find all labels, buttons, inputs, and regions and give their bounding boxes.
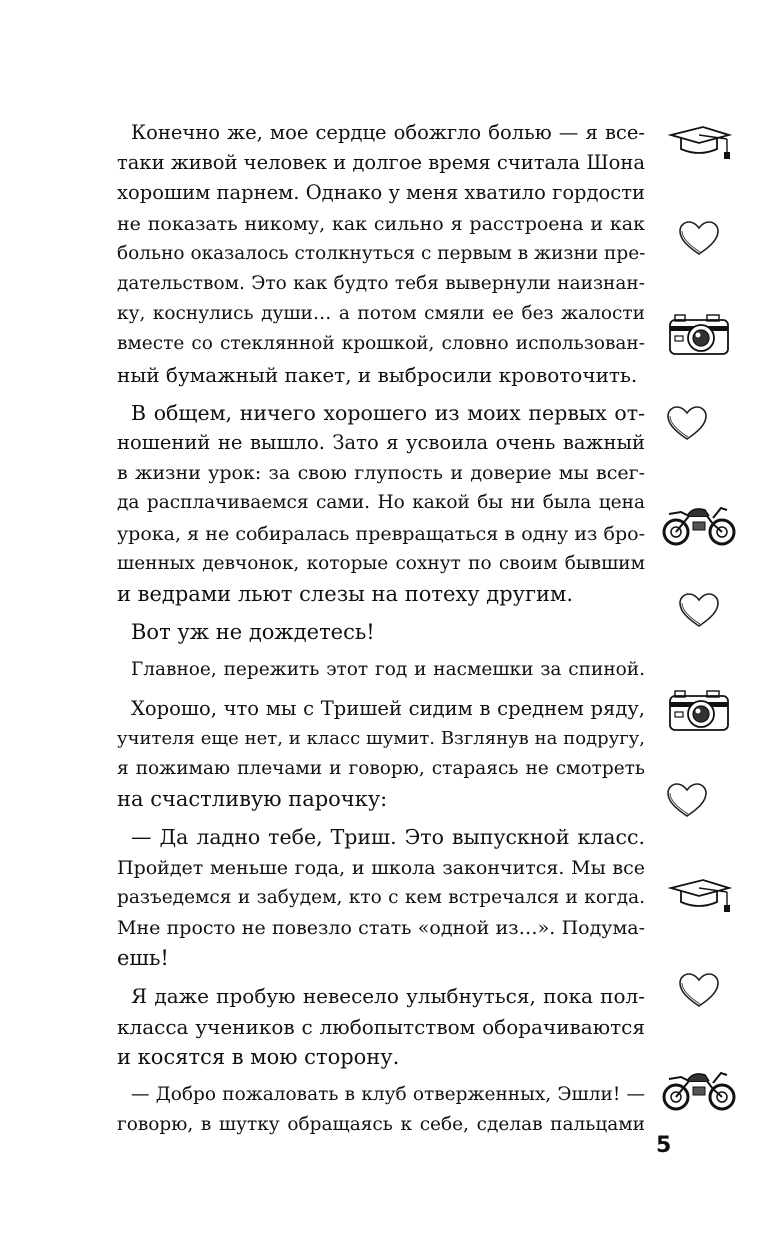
text-line: — Добро пожаловать в клуб отверженных, Эшли! —: [131, 1084, 645, 1106]
margin-decorations: [655, 0, 745, 1240]
paragraph-1: [117, 118, 645, 390]
camera-icon: [667, 310, 731, 358]
text-line: на счастливую парочку:: [117, 787, 388, 812]
text-line: разъедемся и забудем, кто с кем встречался и когда.: [117, 886, 645, 908]
text-line: ешь!: [117, 946, 169, 971]
text-line: Главное, пережить этот год и насмешки за спиной.: [131, 659, 645, 681]
text-line: ношений не вышло. Зато я усвоила очень важный: [117, 431, 645, 455]
paragraph-3: [117, 617, 645, 647]
paragraph-2: [117, 398, 645, 609]
text-line: класса учеников с любопытством оборачиваются: [117, 1014, 645, 1039]
text-line: шенных девчонок, которые сохнут по своим бывшим: [117, 552, 645, 574]
graduation-cap-icon: [667, 878, 733, 914]
text-line: учителя еще нет, и класс шумит. Взглянув на подругу,: [117, 727, 645, 749]
text-line: говорю, в шутку обращаясь к себе, сделав пальцами: [117, 1114, 645, 1136]
text-line: хорошим парнем. Однако у меня хватило гордости: [117, 181, 645, 205]
text-line: Я даже пробую невесело улыбнуться, пока пол-: [131, 984, 645, 1009]
text-line: дательством. Это как будто тебя вывернули наизнан-: [117, 273, 645, 295]
heart-icon: [665, 405, 709, 443]
text-line: Мне просто не повезло стать «одной из…». Подума-: [117, 917, 645, 940]
graduation-cap-icon: [667, 125, 733, 161]
camera-icon: [667, 686, 731, 734]
text-line: Вот уж не дождетесь!: [131, 620, 375, 645]
heart-icon: [677, 220, 721, 258]
motorcycle-icon: [661, 498, 737, 548]
paragraph-4: [117, 655, 645, 685]
motorcycle-icon: [661, 1063, 737, 1113]
page-number: 5: [656, 1133, 672, 1158]
text-line: Хорошо, что мы с Тришей сидим в среднем ряду,: [131, 696, 645, 720]
text-line: — Да ладно тебе, Триш. Это выпускной класс.: [131, 825, 645, 850]
text-line: ный бумажный пакет, и выбросили кровоточить.: [117, 362, 638, 387]
text-line: не показать никому, как сильно я расстроена и как: [117, 212, 645, 235]
paragraph-5: [117, 694, 645, 815]
text-line: и косятся в мою сторону.: [117, 1044, 400, 1069]
text-line: Конечно же, мое сердце обожгло болью — я все-: [131, 121, 645, 144]
text-line: в жизни урок: за свою глупость и доверие мы всег-: [117, 462, 645, 485]
text-line: ку, коснулись души… а потом смяли ее без жалости: [117, 303, 645, 325]
body-text: [117, 118, 645, 1141]
paragraph-6: [117, 822, 645, 973]
text-line: В общем, ничего хорошего из моих первых от-: [131, 400, 645, 425]
text-line: больно оказалось столкнуться с первым в жизни пре-: [117, 242, 646, 264]
heart-icon: [677, 972, 721, 1010]
heart-icon: [677, 592, 721, 630]
paragraph-8: [117, 1080, 645, 1140]
text-line: и ведрами льют слезы на потеху другим.: [117, 582, 574, 607]
text-line: урока, я не собиралась превращаться в одну из бро-: [117, 522, 645, 545]
text-line: да расплачиваемся сами. Но какой бы ни была цена: [117, 492, 645, 514]
text-line: Пройдет меньше года, и школа закончится. Мы все: [117, 856, 645, 879]
paragraph-7: [117, 981, 645, 1072]
text-line: я пожимаю плечами и говорю, стараясь не смотреть: [117, 758, 645, 780]
heart-icon: [665, 782, 709, 820]
text-line: таки живой человек и долгое время считала Шона: [117, 151, 645, 175]
text-line: вместе со стеклянной крошкой, словно использован-: [117, 333, 645, 355]
